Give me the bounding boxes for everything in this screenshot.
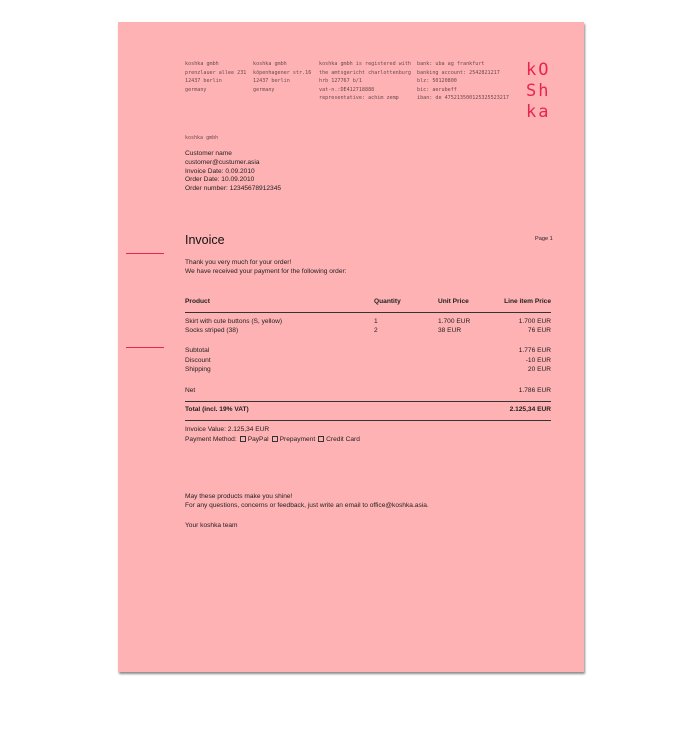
sender-line: blz: 50120800: [417, 78, 457, 85]
sender-address-1: [185, 60, 246, 94]
sender-line: koshka gmbh: [253, 61, 287, 67]
sender-line: koshka gmbh is registered with: [319, 61, 412, 67]
thanks-line: Thank you very much for your order!: [185, 259, 292, 266]
header-rule: [185, 312, 551, 313]
row-quantity: 2: [374, 327, 378, 334]
logo-line: kO: [526, 60, 551, 80]
paypal-checkbox[interactable]: [240, 436, 246, 442]
row-unit-price: 38 EUR: [438, 327, 462, 334]
sender-line: 12437 berlin: [185, 78, 222, 85]
sender-registration: [319, 60, 411, 103]
net-value: 1.786 EUR: [518, 387, 551, 394]
row-line-price: 1.700 EUR: [518, 318, 551, 325]
fold-mark: [126, 253, 164, 254]
sender-bank: [417, 60, 509, 103]
sender-line: koshka gmbh: [185, 61, 219, 67]
sender-line: köpenhagener str.16: [253, 69, 312, 76]
sender-line: the amtsgericht charlottenburg: [319, 69, 412, 76]
credit-card-checkbox[interactable]: [318, 436, 324, 442]
row-product: Skirt with cute buttons (S, yellow): [185, 318, 283, 325]
closing-line: For any questions, concerns or feedback, just write an email to office@koshka.asia.: [185, 501, 429, 509]
subtotal-label: Subtotal: [185, 347, 210, 354]
page-number: Page 1: [535, 236, 553, 242]
payment-method-label: Payment Method:: [185, 436, 237, 443]
discount-value: -10 EUR: [525, 357, 551, 364]
signoff: Your koshka team: [185, 522, 238, 529]
closing-message: [185, 493, 429, 511]
discount-label: Discount: [185, 357, 211, 364]
customer-name: Customer name: [185, 150, 232, 157]
net-label: Net: [185, 387, 196, 394]
row-product: Socks striped (38): [185, 327, 239, 334]
prepayment-checkbox[interactable]: [272, 436, 278, 442]
sender-line: representative: achim zemp: [319, 95, 399, 102]
fold-mark: [126, 347, 164, 348]
return-address: koshka gmbh: [185, 135, 219, 141]
sender-line: iban: de 475213500125325523217: [417, 95, 510, 102]
thanks-message: [185, 259, 347, 277]
row-line-price: 76 EUR: [527, 327, 551, 334]
customer-block: [185, 150, 281, 194]
sender-line: vat-n.:DE412718888: [319, 86, 375, 93]
col-header-quantity: Quantity: [374, 298, 401, 305]
total-rule-top: [185, 401, 551, 402]
sender-line: 12437 berlin: [253, 78, 290, 85]
order-number: Order number: 12345678912345: [185, 185, 282, 193]
subtotal-value: 1.776 EUR: [518, 347, 551, 354]
credit-card-label: Credit Card: [326, 436, 360, 443]
payment-method: [185, 436, 360, 445]
shipping-label: Shipping: [185, 366, 211, 373]
sender-line: bic: aerubeff: [417, 86, 457, 93]
invoice-date: Invoice Date: 0.09.2010: [185, 167, 255, 175]
thanks-line: We have received your payment for the following order:: [185, 267, 347, 275]
total-rule-bottom: [185, 420, 551, 421]
invoice-value: Invoice Value: 2.125,34 EUR: [185, 426, 270, 433]
logo-line: Sh: [526, 81, 551, 101]
customer-email: customer@custumer.asia: [185, 158, 260, 166]
col-header-product: Product: [185, 298, 210, 305]
row-quantity: 1: [374, 318, 378, 325]
closing-line: May these products make you shine!: [185, 493, 293, 500]
sender-line: banking account: 2542821217: [417, 69, 500, 76]
sender-line: germany: [185, 86, 207, 93]
invoice-page: [118, 22, 584, 672]
shipping-value: 20 EUR: [527, 366, 551, 373]
sender-address-2: [253, 60, 311, 94]
row-unit-price: 1.700 EUR: [438, 318, 471, 325]
prepayment-label: Prepayment: [279, 436, 316, 443]
sender-line: germany: [253, 86, 275, 93]
paypal-label: PayPal: [247, 436, 269, 443]
sender-line: prenzlauer allee 231: [185, 69, 247, 76]
col-header-unit-price: Unit Price: [438, 298, 469, 305]
koshka-logo: [526, 60, 550, 123]
total-value: 2.125,34 EUR: [509, 406, 551, 413]
sender-line: bank: uba ag frankfurt: [417, 61, 485, 67]
col-header-line-price: Line item Price: [504, 298, 551, 305]
sender-line: hrb 127767 b/1: [319, 78, 362, 85]
order-date: Order Date: 10.09.2010: [185, 176, 255, 184]
total-label: Total (incl. 19% VAT): [185, 406, 249, 413]
invoice-title: Invoice: [185, 233, 225, 247]
logo-line: ka: [526, 102, 551, 122]
